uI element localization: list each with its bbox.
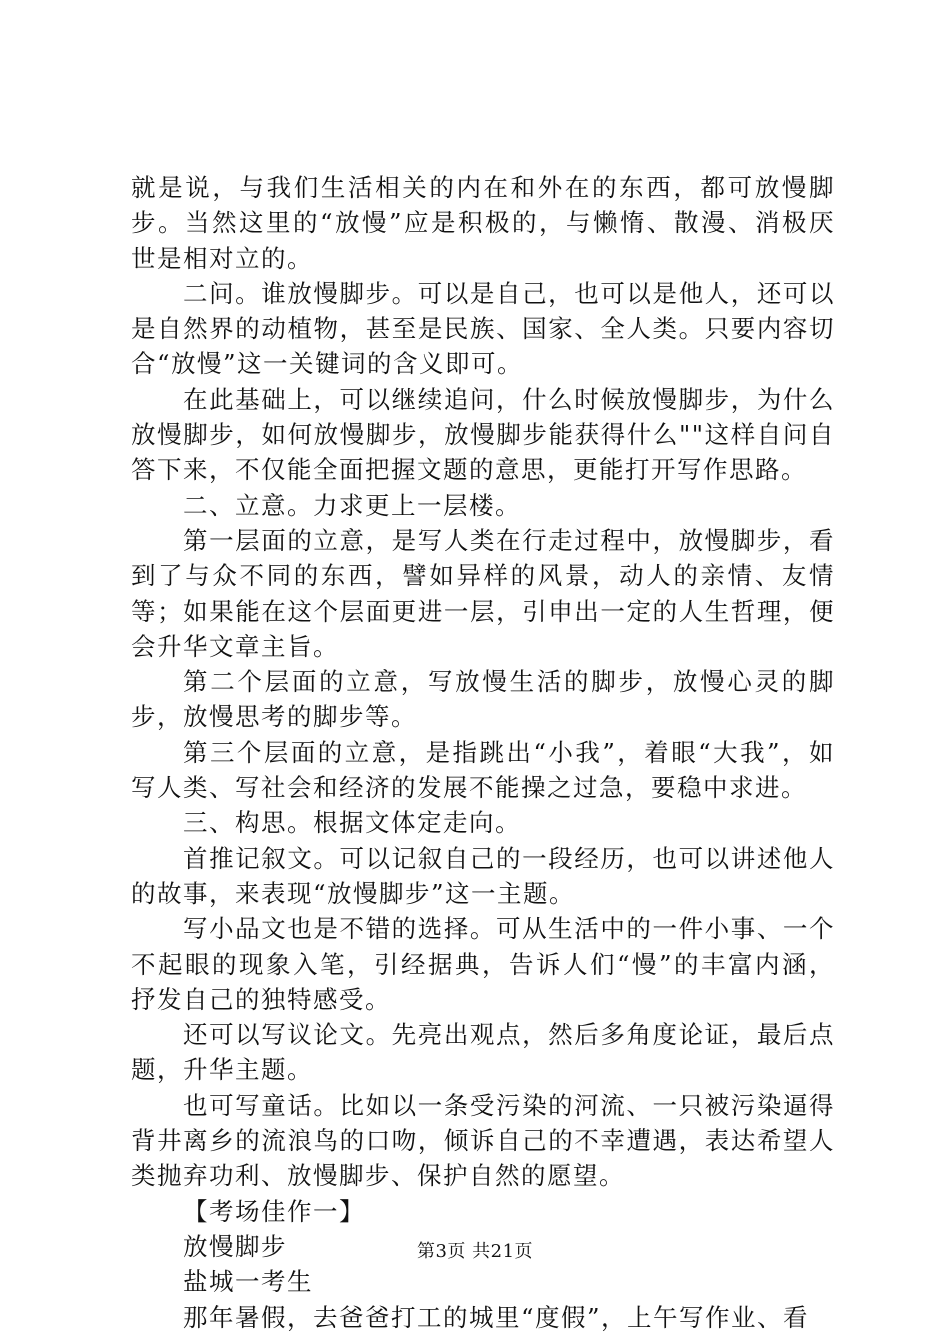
document-body <box>131 170 835 1335</box>
section-heading-gousi: 三、构思。根据文体定走向。 <box>183 808 521 838</box>
paragraph-1: 就是说，与我们生活相关的内在和外在的东西，都可放慢脚步。当然这里的“放慢”应是积极的，与懒惰、散漫、消极厌世是相对立的。 <box>131 173 835 273</box>
essay-first-line: 那年暑假，去爸爸打工的城里“度假”，上午写作业、看 <box>183 1302 810 1332</box>
section-heading-liyi: 二、立意。力求更上一层楼。 <box>183 490 521 520</box>
paragraph-3: 在此基础上，可以继续追问，什么时候放慢脚步，为什么放慢脚步，如何放慢脚步，放慢脚步能获得什么""这样自问自答下来，不仅能全面把握文题的意思，更能打开写作思路。 <box>131 384 835 485</box>
paragraph-5: 第一层面的立意，是写人类在行走过程中，放慢脚步，看到了与众不同的东西，譬如异样的风景，动人的亲情、友情等；如果能在这个层面更进一层，引申出一定的人生哲理，便会升华文章主旨。 <box>131 525 835 661</box>
essay-author: 盐城一考生 <box>183 1267 313 1297</box>
paragraph-12: 也可写童话。比如以一条受污染的河流、一只被污染逼得背井离乡的流浪鸟的口吻，倾诉自己的不幸遭遇，表达希望人类抛弃功利、放慢脚步、保护自然的愿望。 <box>131 1090 835 1191</box>
essay-title: 放慢脚步 <box>183 1231 287 1261</box>
paragraph-2: 二问。谁放慢脚步。可以是自己，也可以是他人，还可以是自然界的动植物，甚至是民族、国家、全人类。只要内容切合“放慢”这一关键词的含义即可。 <box>131 278 835 379</box>
paragraph-7: 第三个层面的立意，是指跳出“小我”，着眼“大我”，如写人类、写社会和经济的发展不能操之过急，要稳中求进。 <box>131 737 835 803</box>
page-number-footer: 第3页 共21页 <box>416 1241 534 1262</box>
paragraph-11: 还可以写议论文。先亮出观点，然后多角度论证，最后点题，升华主题。 <box>131 1020 835 1085</box>
paragraph-9: 首推记叙文。可以记叙自己的一段经历，也可以讲述他人的故事，来表现“放慢脚步”这一主题。 <box>131 843 835 908</box>
essay-section-label: 【考场佳作一】 <box>183 1196 365 1226</box>
paragraph-6: 第二个层面的立意，写放慢生活的脚步，放慢心灵的脚步，放慢思考的脚步等。 <box>131 667 835 732</box>
paragraph-10: 写小品文也是不错的选择。可从生活中的一件小事、一个不起眼的现象入笔，引经据典，告诉人们“慢”的丰富内涵，抒发自己的独特感受。 <box>131 914 835 1014</box>
